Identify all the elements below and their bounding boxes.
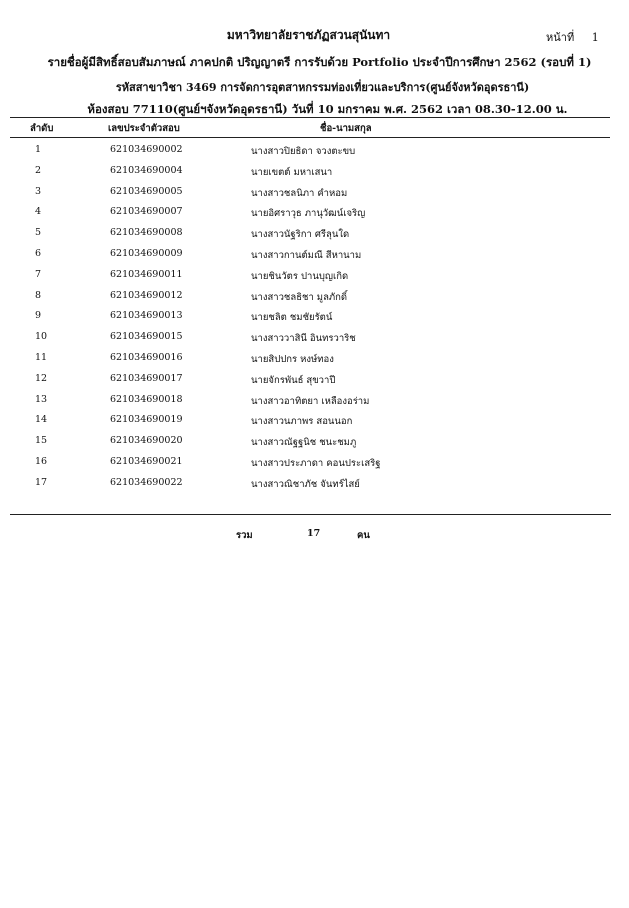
row-name: นางสาวณิชาภัช จันทร์ไสย์ (251, 478, 360, 490)
row-name: นางสาวชลธิชา มูลภักดิ์ (251, 291, 348, 303)
row-exam-id: 621034690022 (110, 476, 183, 488)
table-row (0, 206, 629, 226)
row-name: นายสิปปกร หงษ์ทอง (251, 354, 334, 365)
row-exam-id: 621034690020 (110, 435, 183, 447)
table-row (0, 331, 629, 351)
page-number-label: หน้าที่ (546, 31, 575, 44)
row-name: นายชินวัตร ปานบุญเกิด (251, 270, 349, 282)
row-order: 13 (35, 393, 48, 405)
row-name: นางสาวนัฐริกา ศรีลุนใด (251, 229, 350, 241)
row-name: นายจักรพันธ์ สุขวาปี (251, 374, 336, 386)
column-header-name: ชื่อ-นามสกุล (320, 123, 372, 134)
row-exam-id: 621034690009 (110, 248, 183, 259)
row-exam-id: 621034690004 (110, 164, 183, 176)
row-name: นางสาวกานต์มณี สีหานาม (251, 250, 362, 261)
row-name: นางสาวประภาดา คอนประเสริฐ (251, 458, 381, 469)
row-exam-id: 621034690007 (110, 206, 183, 218)
row-exam-id: 621034690015 (110, 331, 183, 343)
row-order: 12 (35, 372, 48, 384)
table-row (0, 352, 629, 372)
program-line: รหัสสาขาวิชา 3469 การจัดการอุตสาหกรรมท่องเที่ยวและบริการ(ศูนย์จังหวัดอุดรธานี) (115, 81, 530, 94)
row-order: 15 (35, 435, 48, 447)
row-order: 1 (35, 144, 42, 155)
row-order: 9 (35, 310, 42, 322)
row-order: 8 (35, 289, 42, 301)
table-row (0, 414, 629, 434)
row-exam-id: 621034690011 (110, 268, 183, 280)
row-order: 10 (35, 331, 48, 343)
table-row (0, 186, 629, 206)
row-order: 6 (35, 248, 42, 259)
table-row (0, 269, 629, 289)
table-bottom-rule (10, 514, 611, 515)
table-row (0, 477, 629, 497)
table-row (0, 144, 629, 164)
table-header-rule (10, 137, 610, 138)
table-row (0, 456, 629, 476)
row-exam-id: 621034690021 (110, 456, 183, 467)
table-top-rule (10, 117, 610, 118)
row-name: นางสาวชลนิภา คำหอม (251, 187, 348, 199)
exam-room-line: ห้องสอบ 77110(ศูนย์ฯจังหวัดอุดรธานี) วันที่ 10 มกราคม พ.ศ. 2562 เวลา 08.30-12.00 น. (87, 102, 568, 116)
row-name: นางสาวณัฐฐนิช ชนะชมภู (251, 437, 357, 449)
row-exam-id: 621034690016 (110, 352, 183, 363)
row-order: 7 (35, 268, 42, 280)
column-header-order: ลำดับ (30, 123, 54, 134)
table-row (0, 394, 629, 414)
row-exam-id: 621034690018 (110, 393, 183, 405)
page-number-value: 1 (591, 31, 599, 44)
column-header-exam-id: เลขประจำตัวสอบ (108, 123, 180, 134)
list-title: รายชื่อผู้มีสิทธิ์สอบสัมภาษณ์ ภาคปกติ ปริญญาตรี การรับด้วย Portfolio ประจำปีการศึกษา 2562 (รอบที่ 1) (47, 55, 592, 69)
row-order: 16 (35, 456, 48, 467)
row-name: นางสาวปิยธิดา จวงตะขบ (251, 146, 356, 157)
row-order: 3 (35, 185, 42, 197)
total-unit: คน (357, 530, 370, 541)
row-exam-id: 621034690002 (110, 144, 183, 155)
row-exam-id: 621034690019 (110, 414, 183, 426)
row-name: นายอิศราวุธ ภานุวัฒน์เจริญ (251, 208, 366, 220)
row-order: 17 (35, 476, 48, 488)
total-label: รวม (236, 530, 253, 541)
table-row (0, 290, 629, 310)
row-exam-id: 621034690017 (110, 372, 183, 384)
row-name: นางสาวนภาพร สอนนอก (251, 416, 353, 428)
row-name: นายเขตต์ มหาเสนา (251, 166, 333, 178)
row-order: 4 (35, 206, 42, 218)
table-row (0, 373, 629, 393)
row-exam-id: 621034690005 (110, 185, 183, 197)
row-exam-id: 621034690013 (110, 310, 183, 322)
total-count: 17 (307, 528, 321, 539)
table-row (0, 248, 629, 268)
row-exam-id: 621034690012 (110, 289, 183, 301)
table-row (0, 310, 629, 330)
table-row (0, 165, 629, 185)
row-exam-id: 621034690008 (110, 227, 183, 239)
row-order: 5 (35, 227, 42, 239)
table-row (0, 227, 629, 247)
row-name: นายชลิต ชมชัยรัตน์ (251, 312, 333, 324)
university-title: มหาวิทยาลัยราชภัฏสวนสุนันทา (226, 28, 391, 42)
table-row (0, 435, 629, 455)
row-order: 14 (35, 414, 48, 426)
row-order: 2 (35, 164, 42, 176)
row-order: 11 (35, 352, 48, 363)
row-name: นางสาวอาทิตยา เหลืองอร่าม (251, 395, 370, 407)
row-name: นางสาววาสินี อินทรวาริช (251, 333, 356, 345)
